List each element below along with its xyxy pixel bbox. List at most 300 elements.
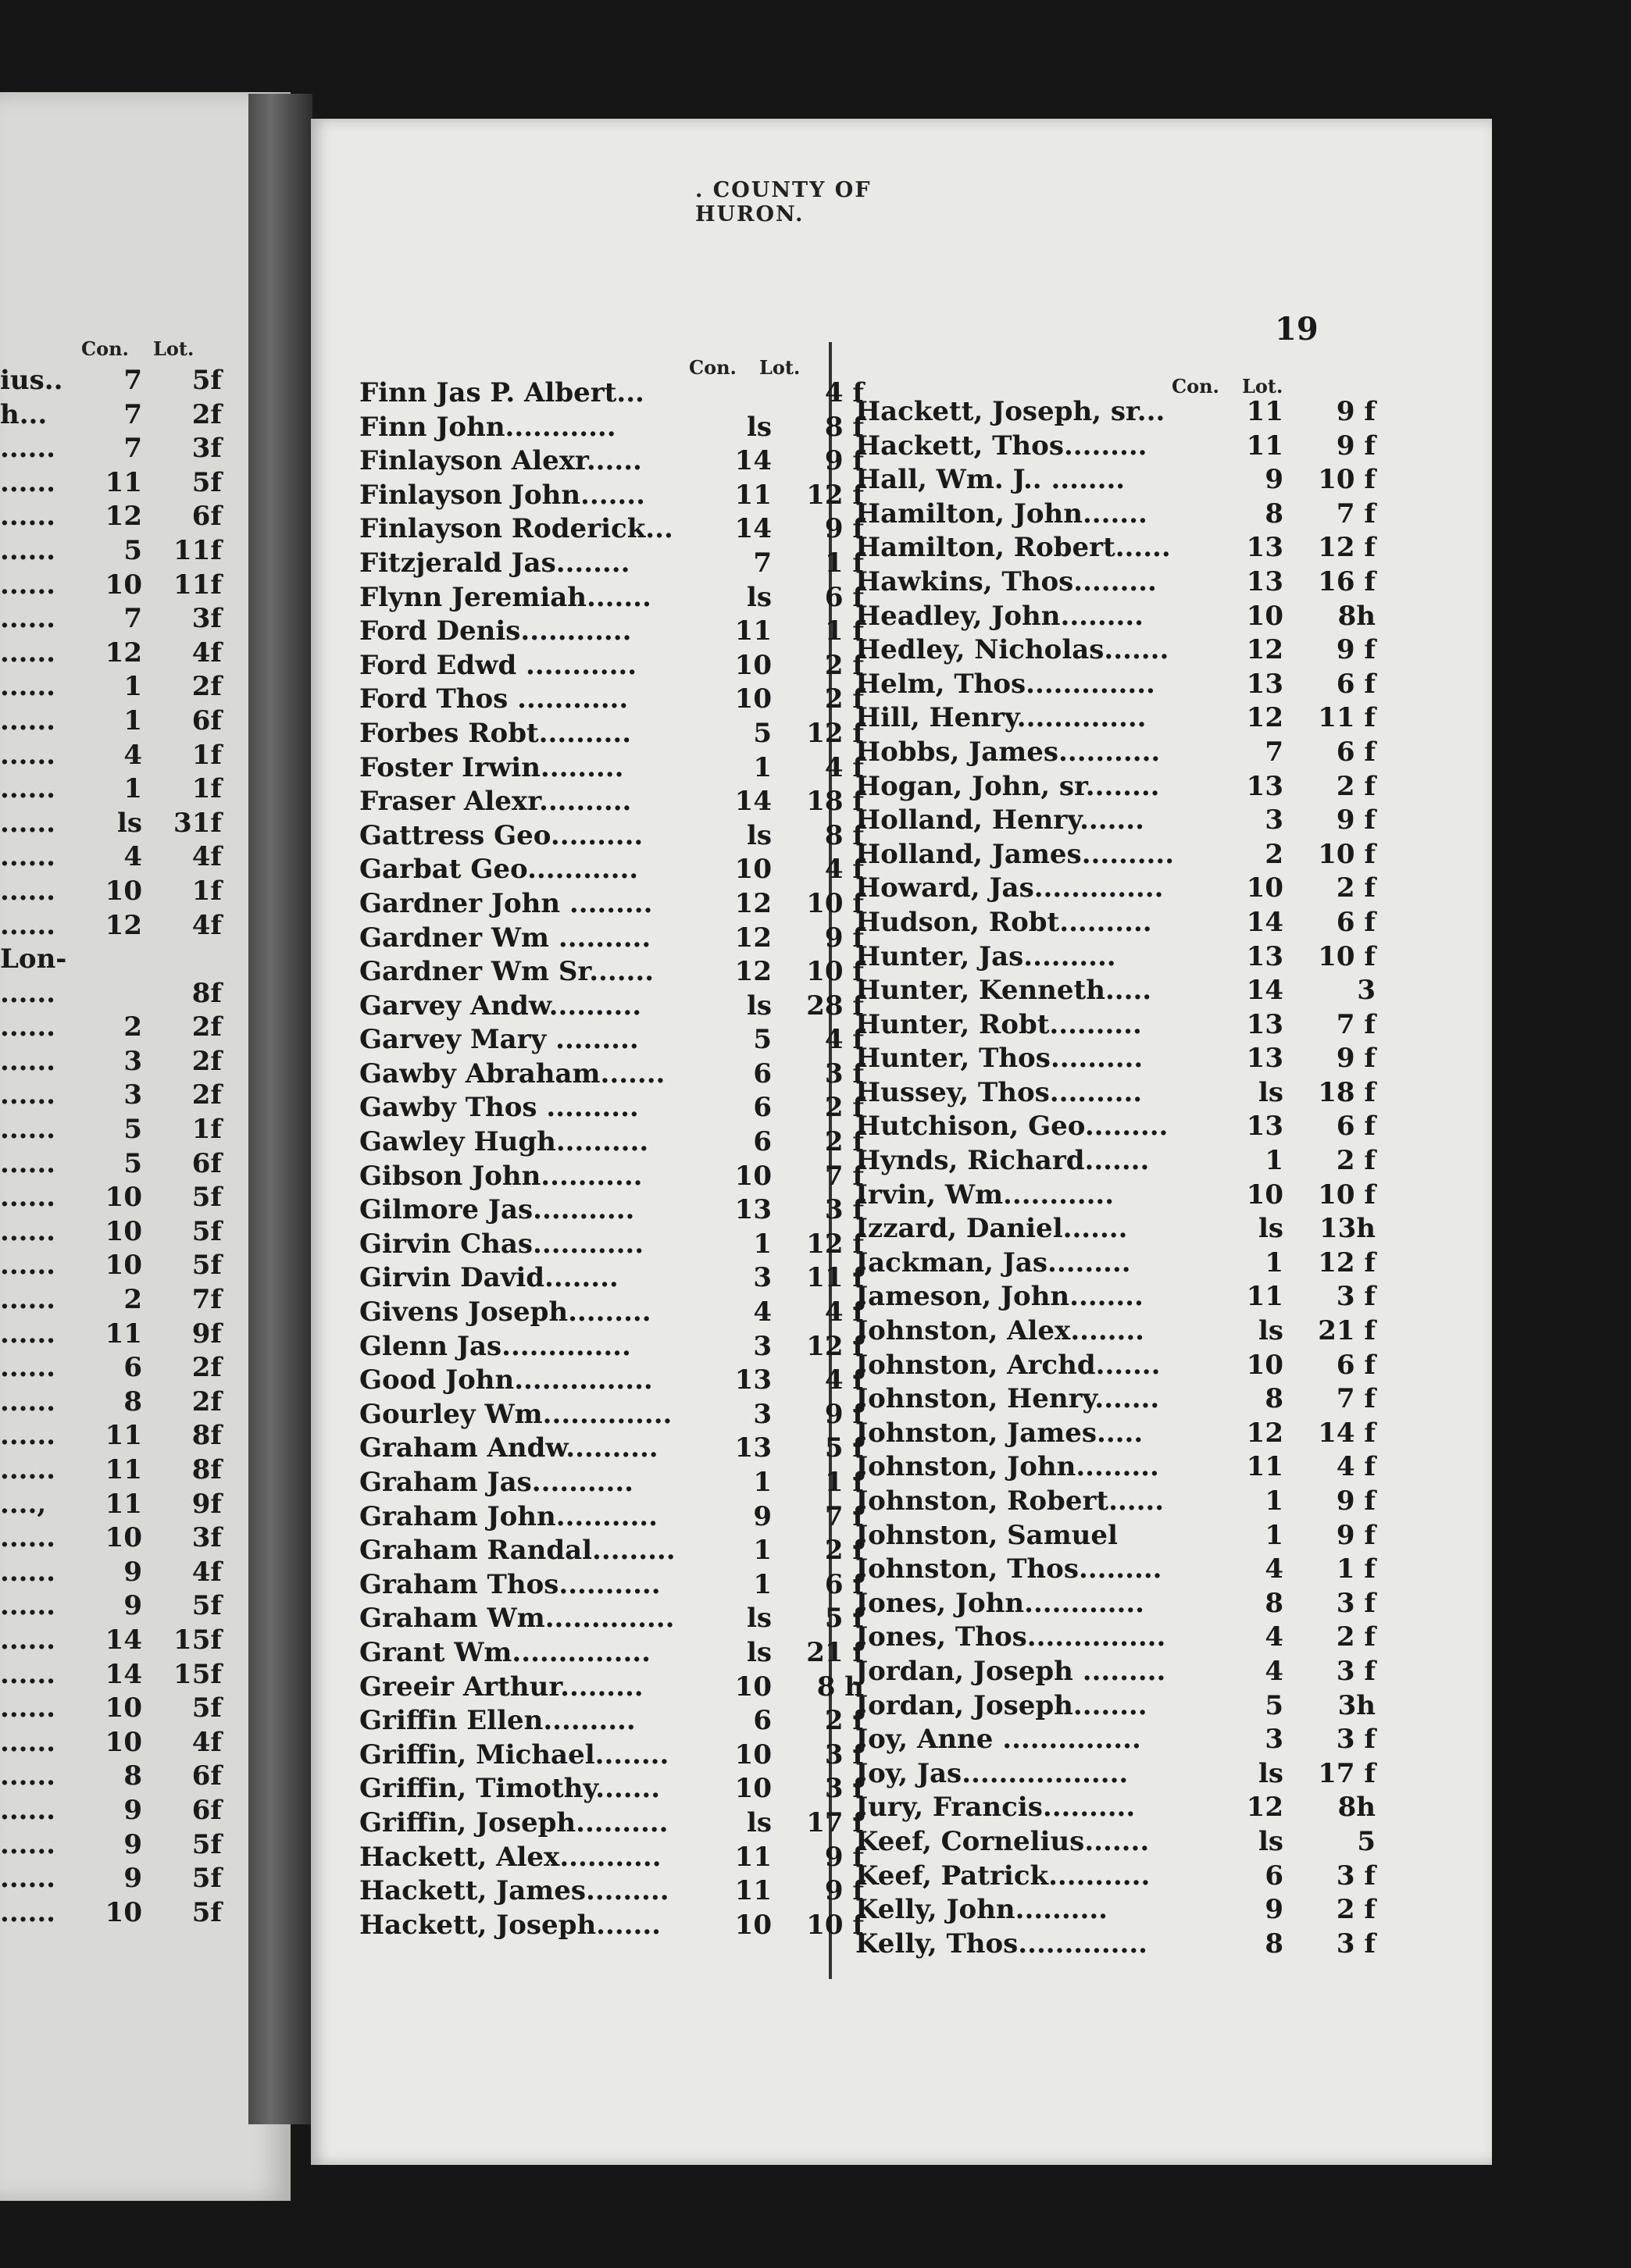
entry-con: 13 — [1246, 770, 1283, 802]
entry-lot: 7 f — [1336, 497, 1376, 530]
entry-con: 10 — [1246, 1349, 1283, 1381]
table-row — [0, 840, 234, 875]
table-row — [359, 785, 864, 819]
left-con-header: Con. — [81, 337, 129, 360]
entry-name: ...... — [0, 534, 56, 566]
entry-name: Foster Irwin......... — [359, 751, 624, 783]
entry-con: 10 — [105, 1522, 142, 1554]
table-row — [0, 1045, 234, 1079]
entry-con: 10 — [105, 1726, 142, 1758]
table-row — [855, 1655, 1376, 1689]
table-row — [359, 1909, 864, 1943]
entry-lot: 6 f — [1336, 906, 1376, 938]
table-row — [0, 772, 234, 807]
entry-con: 4 — [1265, 1553, 1283, 1585]
table-row — [855, 736, 1376, 770]
entry-lot: 3 f — [1336, 1724, 1376, 1756]
entry-con: 5 — [123, 1114, 142, 1146]
entry-con: 10 — [105, 569, 142, 601]
entry-name: ...... — [0, 1284, 56, 1316]
entry-lot: 10 f — [806, 1909, 864, 1941]
entry-name: Jordan, Joseph ......... — [855, 1655, 1166, 1687]
table-row — [855, 872, 1376, 906]
table-row — [359, 1568, 864, 1603]
entry-name: Johnston, Robert...... — [855, 1485, 1165, 1517]
col-a-lot-header: Lot. — [759, 356, 801, 379]
entry-name: Ford Thos ............ — [359, 683, 629, 715]
entry-name: Gawley Hugh.......... — [359, 1126, 649, 1158]
entry-lot: 9 f — [1336, 804, 1376, 836]
entry-lot: 9 f — [1336, 396, 1376, 427]
entry-con: 6 — [1265, 1860, 1283, 1892]
table-row — [855, 1314, 1376, 1349]
entry-con: 10 — [105, 1215, 142, 1247]
table-row — [0, 1896, 234, 1931]
entry-lot: 5 — [1357, 1825, 1376, 1857]
table-row — [0, 432, 234, 466]
entry-lot: 2 f — [1336, 1145, 1376, 1177]
table-row — [0, 1283, 234, 1318]
entry-lot: 4 f — [824, 1364, 864, 1396]
table-row — [855, 1825, 1376, 1860]
entry-con: 11 — [105, 466, 142, 498]
entry-name: Jones, John............. — [855, 1587, 1145, 1619]
entry-con: 11 — [734, 615, 772, 647]
entry-con: 12 — [105, 909, 142, 941]
entry-name: Gilmore Jas........... — [359, 1194, 635, 1226]
entry-con: 10 — [734, 1738, 772, 1771]
entry-con: 10 — [105, 875, 142, 907]
entry-lot: 9 f — [824, 1841, 864, 1873]
table-row — [0, 1862, 234, 1896]
entry-name: ...... — [0, 1385, 56, 1418]
table-row — [359, 1364, 864, 1398]
entry-name: Gardner Wm .......... — [359, 922, 651, 954]
entry-con: 6 — [753, 1705, 772, 1737]
entry-lot: 6f — [191, 1760, 222, 1792]
entry-lot: 4 f — [1336, 1451, 1376, 1483]
entry-con: 2 — [123, 1284, 142, 1316]
entry-con: 10 — [734, 1909, 772, 1941]
entry-name: Hamilton, John....... — [855, 497, 1147, 530]
table-row — [359, 1534, 864, 1568]
table-row — [855, 1008, 1376, 1043]
entry-name: ...... — [0, 1794, 56, 1826]
entry-lot: 2 f — [1336, 872, 1376, 904]
entry-lot: 4 f — [824, 854, 864, 886]
entry-name: h... — [0, 398, 48, 430]
table-row — [359, 512, 864, 547]
entry-lot: 8f — [191, 977, 222, 1009]
entry-name: Kelly, John.......... — [855, 1894, 1108, 1926]
entry-name: Johnston, Thos......... — [855, 1553, 1162, 1585]
table-row — [0, 569, 234, 603]
table-row — [359, 411, 864, 445]
entry-con: ls — [746, 581, 772, 613]
table-row — [0, 1658, 234, 1692]
entry-name: ...... — [0, 1896, 56, 1928]
entry-con: 14 — [734, 786, 772, 818]
table-row — [359, 1398, 864, 1432]
entry-con: 13 — [1246, 940, 1283, 972]
entry-con: 13 — [1246, 1043, 1283, 1075]
entry-con: 8 — [1265, 1927, 1283, 1960]
entry-name: Hudson, Robt.......... — [855, 906, 1152, 938]
entry-name: ...... — [0, 1420, 56, 1452]
entry-name: Graham John........... — [359, 1500, 658, 1532]
table-row — [359, 887, 864, 922]
entry-lot: 5 f — [824, 1603, 864, 1635]
entry-lot: 9 f — [824, 922, 864, 954]
entry-lot: 3f — [191, 603, 222, 635]
table-row — [855, 1110, 1376, 1144]
entry-name: Howard, Jas.............. — [855, 872, 1164, 904]
table-row — [359, 955, 864, 990]
table-row — [359, 1466, 864, 1500]
entry-lot: 11f — [173, 569, 222, 601]
entry-con: 1 — [1265, 1485, 1283, 1517]
table-row — [359, 444, 864, 479]
table-row — [359, 1023, 864, 1057]
entry-name: Hackett, Alex........... — [359, 1841, 662, 1873]
table-row — [0, 637, 234, 671]
table-row — [0, 1726, 234, 1760]
table-row — [0, 466, 234, 501]
entry-lot: 6f — [191, 1147, 222, 1179]
table-row — [359, 1841, 864, 1875]
table-row — [0, 1624, 234, 1658]
entry-lot: 2f — [191, 398, 222, 430]
table-row — [855, 1927, 1376, 1962]
table-row — [359, 649, 864, 683]
entry-lot: 7 f — [1336, 1008, 1376, 1040]
left-lot-header: Lot. — [153, 337, 195, 360]
entry-name: Hedley, Nicholas....... — [855, 634, 1169, 666]
entry-lot: 9 f — [824, 1875, 864, 1907]
entry-lot: 1f — [191, 875, 222, 907]
entry-name: Johnston, Henry....... — [855, 1383, 1160, 1415]
entry-name: Johnston, Samuel — [855, 1519, 1118, 1551]
entry-lot: 4 f — [824, 751, 864, 783]
entry-name: Givens Joseph......... — [359, 1296, 651, 1328]
table-row — [855, 838, 1376, 872]
entry-lot: 11f — [173, 534, 222, 566]
entry-name: Graham Thos........... — [359, 1568, 661, 1600]
entry-lot: 8 f — [824, 411, 864, 443]
table-row — [359, 717, 864, 751]
entry-lot: 8h — [1337, 600, 1376, 632]
entry-name: ...... — [0, 1863, 56, 1895]
table-row — [855, 1382, 1376, 1417]
entry-name: Gawby Abraham....... — [359, 1057, 666, 1089]
table-row — [359, 615, 864, 649]
entry-con: 12 — [1246, 1417, 1283, 1449]
table-row — [855, 701, 1376, 736]
entry-con: ls — [746, 990, 772, 1022]
entry-lot: 2 f — [1336, 1621, 1376, 1653]
entry-con: 13 — [1246, 565, 1283, 597]
entry-name: Griffin, Joseph.......... — [359, 1806, 669, 1838]
entry-con: 12 — [1246, 634, 1283, 666]
entry-lot: 7 f — [824, 1160, 864, 1192]
entry-con: 11 — [1246, 1451, 1283, 1483]
entry-name: Jameson, John........ — [855, 1281, 1144, 1313]
entry-lot: 1f — [191, 739, 222, 771]
entry-name: ...... — [0, 1114, 56, 1146]
entry-con: 5 — [753, 1024, 772, 1056]
table-row — [0, 534, 234, 569]
entry-con: 12 — [1246, 702, 1283, 734]
entry-con: 1 — [123, 773, 142, 805]
entry-con: 14 — [734, 513, 772, 545]
table-row — [0, 1556, 234, 1590]
entry-name: ...... — [0, 841, 56, 873]
table-row — [359, 1806, 864, 1841]
entry-con: 11 — [1246, 430, 1283, 462]
entry-lot: 15f — [173, 1624, 222, 1656]
entry-con: 9 — [123, 1863, 142, 1895]
entry-name: Glenn Jas.............. — [359, 1330, 631, 1362]
entry-lot: 5f — [191, 1215, 222, 1247]
entry-name: Griffin, Timothy....... — [359, 1773, 661, 1805]
entry-lot: 5f — [191, 1250, 222, 1282]
entry-con: 1 — [753, 1228, 772, 1260]
entry-lot: 12 f — [806, 479, 864, 511]
entry-name: ...... — [0, 569, 56, 601]
entry-name: ...... — [0, 1590, 56, 1622]
table-row — [359, 1160, 864, 1194]
entry-name: ...... — [0, 1250, 56, 1282]
entry-name: Greeir Arthur......... — [359, 1671, 644, 1703]
entry-lot: 9 f — [824, 445, 864, 477]
entry-lot: 6f — [191, 1794, 222, 1826]
table-row — [855, 1076, 1376, 1111]
entry-name: ...... — [0, 1692, 56, 1724]
entry-name: Hunter, Kenneth..... — [855, 975, 1152, 1007]
entry-name: Fraser Alexr.......... — [359, 786, 632, 818]
entry-name: Garbat Geo............ — [359, 854, 639, 886]
entry-lot: 13h — [1319, 1213, 1376, 1245]
entry-con: 10 — [105, 1182, 142, 1214]
entry-con: 7 — [123, 365, 142, 396]
table-row — [855, 1689, 1376, 1724]
entry-name: ...... — [0, 1182, 56, 1214]
entry-con: 10 — [734, 649, 772, 681]
entry-lot: 9 f — [824, 1398, 864, 1430]
entry-con: 12 — [105, 501, 142, 533]
entry-name: Jackman, Jas......... — [855, 1246, 1131, 1278]
entry-name: ...... — [0, 1215, 56, 1247]
table-row — [855, 1246, 1376, 1281]
entry-lot: 2 f — [1336, 770, 1376, 802]
entry-con: 3 — [123, 1045, 142, 1077]
entry-con: 11 — [1246, 396, 1283, 427]
entry-con: ls — [746, 411, 772, 443]
entry-name: Hunter, Robt.......... — [855, 1008, 1142, 1040]
entry-name: Graham Andw.......... — [359, 1432, 658, 1464]
entry-con: 8 — [1265, 1383, 1283, 1415]
table-row — [359, 853, 864, 887]
table-row — [359, 1704, 864, 1738]
table-row — [0, 704, 234, 739]
entry-lot: 10 f — [806, 956, 864, 988]
entry-name: Headley, John......... — [855, 600, 1144, 632]
entry-con: 3 — [123, 1079, 142, 1111]
table-row — [359, 819, 864, 854]
entry-con: 10 — [734, 1671, 772, 1703]
entry-con: 9 — [753, 1500, 772, 1532]
entry-name: Hackett, Joseph, sr... — [855, 396, 1165, 427]
entry-lot: 6 f — [1336, 668, 1376, 700]
entry-con: ls — [116, 807, 142, 839]
table-row — [0, 398, 234, 433]
entry-lot: 8f — [191, 1420, 222, 1452]
entry-lot: 6 f — [1336, 736, 1376, 768]
entry-lot: 9f — [191, 1318, 222, 1350]
table-row — [359, 1261, 864, 1296]
entry-lot: 2f — [191, 1352, 222, 1384]
col-b-lot-header: Lot. — [1242, 375, 1283, 398]
entry-lot: 16 f — [1318, 565, 1376, 597]
table-row — [855, 804, 1376, 838]
entry-name: Girvin David........ — [359, 1262, 619, 1294]
entry-name: Hackett, James......... — [359, 1875, 669, 1907]
entry-name: ...... — [0, 1760, 56, 1792]
entry-con: 6 — [753, 1092, 772, 1124]
entry-name: Johnston, Archd....... — [855, 1349, 1161, 1381]
entry-con: 4 — [1265, 1621, 1283, 1653]
table-row — [0, 1692, 234, 1726]
entry-lot: 10 f — [1318, 1179, 1376, 1211]
entry-lot: 1 f — [824, 1467, 864, 1498]
table-row — [0, 1215, 234, 1250]
entry-name: Finn John............ — [359, 411, 616, 443]
entry-con: 14 — [734, 445, 772, 477]
entry-name: ...... — [0, 1318, 56, 1350]
entry-name: Keef, Cornelius....... — [855, 1825, 1150, 1857]
table-row — [0, 602, 234, 637]
table-row — [0, 1760, 234, 1794]
entry-name: Joy, Anne ............... — [855, 1724, 1141, 1756]
entry-lot: 9 f — [1336, 634, 1376, 666]
running-head: . COUNTY OF HURON. — [695, 178, 872, 226]
entry-con: ls — [746, 1636, 772, 1668]
table-row — [0, 1419, 234, 1453]
table-row — [855, 1144, 1376, 1179]
entry-name: ...... — [0, 1726, 56, 1758]
entry-name: Johnston, Alex........ — [855, 1315, 1145, 1347]
table-row — [0, 1318, 234, 1352]
entry-name: Lon- — [0, 943, 67, 975]
table-row — [0, 807, 234, 841]
entry-name: Hall, Wm. J.. ........ — [855, 464, 1126, 496]
entry-con: 8 — [1265, 1587, 1283, 1619]
entry-con: 13 — [734, 1364, 772, 1396]
entry-con: 11 — [105, 1420, 142, 1452]
entry-con: 14 — [1246, 975, 1283, 1007]
entry-con: 13 — [734, 1432, 772, 1464]
entry-name: ...... — [0, 909, 56, 941]
entry-con: 1 — [753, 751, 772, 783]
entry-lot: 12 f — [1318, 532, 1376, 564]
entry-name: Hutchison, Geo......... — [855, 1111, 1169, 1143]
entry-lot: 18 f — [806, 786, 864, 818]
entry-lot: 5f — [191, 1590, 222, 1622]
table-row — [855, 1485, 1376, 1519]
entry-lot: 6 f — [824, 581, 864, 613]
table-row — [855, 1042, 1376, 1076]
entry-con: 1 — [1265, 1519, 1283, 1551]
entry-con: 4 — [753, 1296, 772, 1328]
table-row — [855, 395, 1376, 430]
left-page-list — [0, 364, 234, 1930]
entry-con: 10 — [1246, 1179, 1283, 1211]
table-row — [359, 922, 864, 956]
table-row — [855, 531, 1376, 565]
entry-name: ...... — [0, 773, 56, 805]
table-row — [359, 751, 864, 786]
entry-lot: 2 f — [1336, 1894, 1376, 1926]
table-row — [359, 1636, 864, 1671]
table-row — [855, 1757, 1376, 1792]
entry-name: ...... — [0, 671, 56, 703]
entry-con: 11 — [734, 479, 772, 511]
entry-lot: 12 f — [806, 1330, 864, 1362]
entry-lot: 6f — [191, 704, 222, 736]
entry-lot: 9 f — [1336, 1485, 1376, 1517]
entry-name: Graham Wm.............. — [359, 1603, 675, 1635]
entry-name: Gattress Geo.......... — [359, 819, 644, 851]
entry-con: 13 — [1246, 668, 1283, 700]
table-row — [855, 1519, 1376, 1553]
table-row — [0, 1828, 234, 1863]
entry-name: Ford Denis............ — [359, 615, 632, 647]
entry-name: ...... — [0, 1624, 56, 1656]
entry-name: Gibson John........... — [359, 1160, 643, 1192]
entry-con: 1 — [1265, 1246, 1283, 1278]
entry-lot: 6 f — [1336, 1349, 1376, 1381]
entry-name: Hawkins, Thos......... — [855, 565, 1157, 597]
entry-lot: 6 f — [824, 1568, 864, 1600]
entry-lot: 4f — [191, 1556, 222, 1588]
entry-name: ...... — [0, 807, 56, 839]
entry-name: Garvey Andw.......... — [359, 990, 642, 1022]
entry-name: ...... — [0, 433, 56, 465]
entry-con: 10 — [1246, 872, 1283, 904]
entry-con: 2 — [123, 1011, 142, 1043]
table-row — [359, 1500, 864, 1535]
entry-lot: 2 f — [824, 1126, 864, 1158]
table-row — [855, 1349, 1376, 1383]
entry-lot: 4 f — [824, 1024, 864, 1056]
entry-lot: 3 f — [824, 1773, 864, 1805]
entry-lot: 3f — [191, 433, 222, 465]
entry-con: 12 — [105, 637, 142, 669]
table-row — [855, 1450, 1376, 1485]
entry-con: ls — [1258, 1213, 1283, 1245]
table-row — [0, 1113, 234, 1147]
entry-lot: 4 f — [824, 1296, 864, 1328]
entry-name: ...... — [0, 875, 56, 907]
entry-lot: 2 f — [824, 1092, 864, 1124]
entry-con: 1 — [123, 704, 142, 736]
entry-con: 4 — [1265, 1655, 1283, 1687]
entry-con: 10 — [734, 854, 772, 886]
entry-lot: 5f — [191, 1828, 222, 1860]
col-a-con-header: Con. — [689, 356, 737, 379]
table-row — [855, 600, 1376, 634]
table-row — [0, 364, 234, 398]
